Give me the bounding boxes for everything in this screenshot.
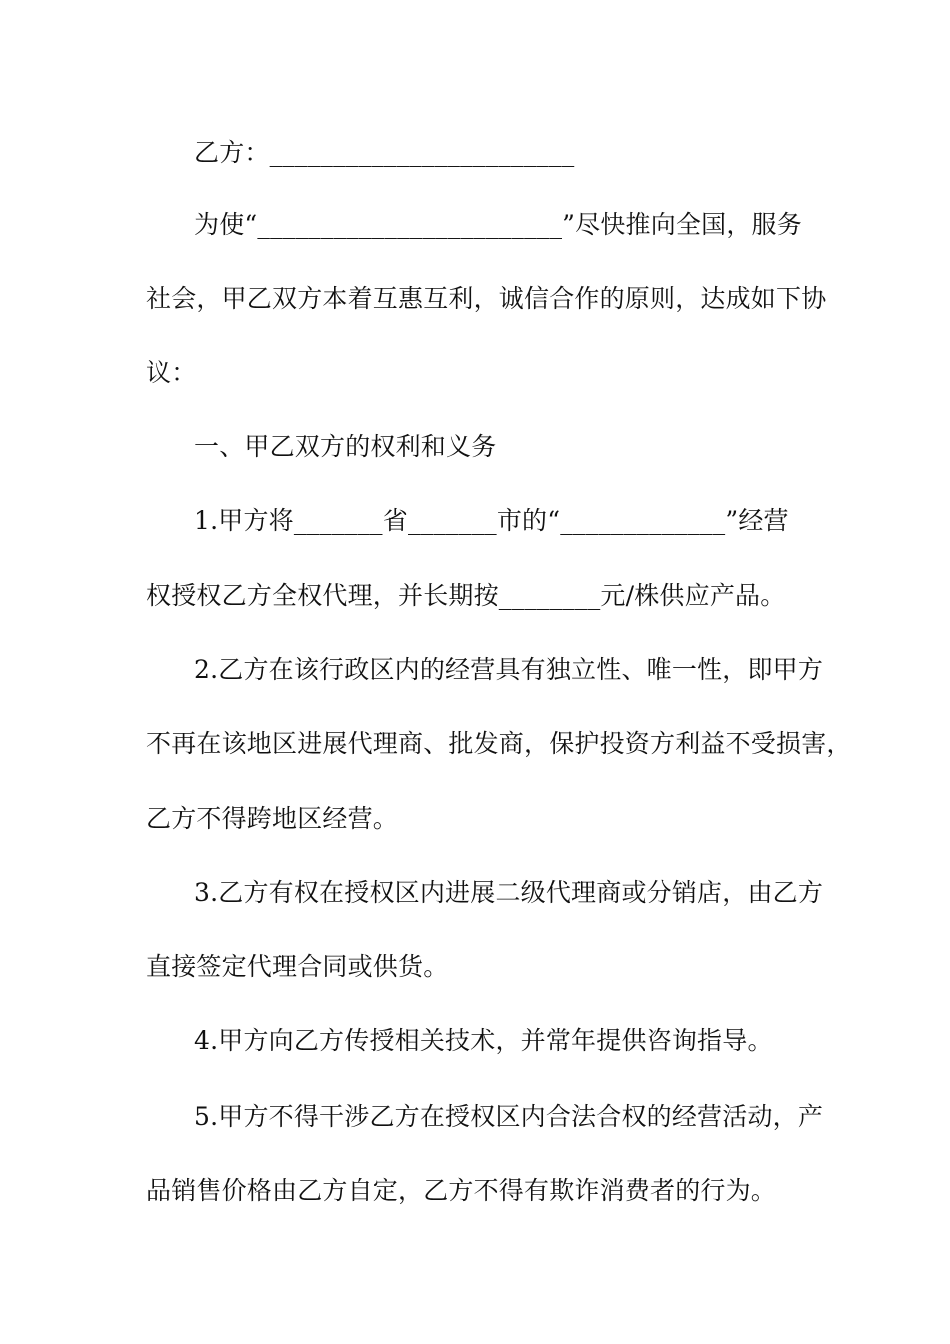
clause-2-line-2: 不再在该地区进展代理商、批发商，保护投资方利益不受损害， — [146, 729, 852, 758]
clause-5-line-2: 品销售价格由乙方自定，乙方不得有欺诈消费者的行为。 — [146, 1176, 777, 1205]
clause-1-line-1: 1.甲方将_______省_______市的“_____________”经营 — [194, 506, 789, 535]
party-b-line: 乙方：________________________ — [194, 138, 575, 167]
paragraph-purpose-line-2: 社会，甲乙双方本着互惠互利，诚信合作的原则，达成如下协 — [146, 284, 827, 313]
clause-1-line-2: 权授权乙方全权代理，并长期按________元/株供应产品。 — [146, 581, 786, 610]
section-heading: 一、甲乙双方的权利和义务 — [194, 432, 497, 461]
clause-3-line-2: 直接签定代理合同或供货。 — [146, 952, 449, 981]
paragraph-purpose-line-1: 为使“________________________”尽快推向全国，服务 — [194, 210, 802, 239]
clause-2-line-1: 2.乙方在该行政区内的经营具有独立性、唯一性，即甲方 — [194, 655, 824, 684]
clause-2-line-3: 乙方不得跨地区经营。 — [146, 804, 399, 833]
clause-3-line-1: 3.乙方有权在授权区内进展二级代理商或分销店，由乙方 — [194, 878, 824, 907]
clause-4-line-1: 4.甲方向乙方传授相关技术，并常年提供咨询指导。 — [194, 1026, 773, 1055]
paragraph-purpose-line-3: 议： — [146, 358, 197, 387]
clause-5-line-1: 5.甲方不得干涉乙方在授权区内合法合权的经营活动，产 — [194, 1102, 824, 1131]
